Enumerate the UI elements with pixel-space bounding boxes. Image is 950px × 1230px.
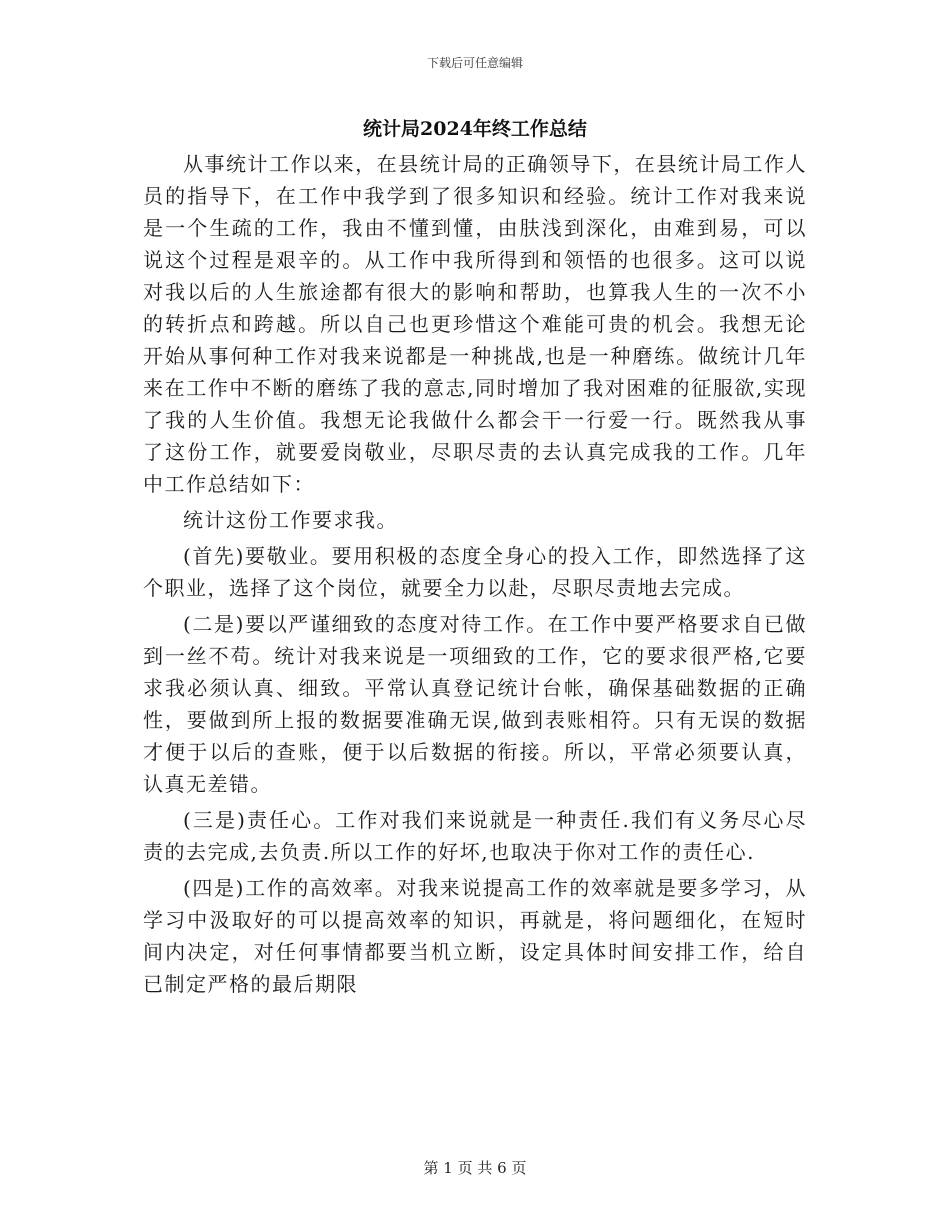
- document-body: [143, 148, 807, 1004]
- paragraph-intro: 从事统计工作以来，在县统计局的正确领导下，在县统计局工作人员的指导下，在工作中我学到了很多知识和经验。统计工作对我来说是一个生疏的工作，我由不懂到懂，由肤浅到深化，由难到易，可以说这个过程是艰辛的。从工作中我所得到和领悟的也很多。这可以说对我以后的人生旅途都有很大的影响和帮助，也算我人生的一次不小的转折点和跨越。所以自己也更珍惜这个难能可贵的机会。我想无论开始从事何种工作对我来说都是一种挑战,也是一种磨练。做统计几年来在工作中不断的磨练了我的意志,同时增加了我对困难的征服欲,实现了我的人生价值。我想无论我做什么都会干一行爱一行。既然我从事了这份工作，就要爱岗敬业，尽职尽责的去认真完成我的工作。几年中工作总结如下：: [143, 152, 807, 496]
- paragraph-third: (三是)责任心。工作对我们来说就是一种责任.我们有义务尽心尽责的去完成,去负责.所以工作的好坏,也取决于你对工作的责任心.: [143, 808, 807, 864]
- paragraph-requirement: 统计这份工作要求我。: [183, 508, 398, 532]
- paragraph-first: (首先)要敬业。要用积极的态度全身心的投入工作，即然选择了这个职业，选择了这个岗位，就要全力以赴，尽职尽责地去完成。: [143, 544, 807, 600]
- page-number: 第 1 页 共 6 页: [423, 1159, 527, 1177]
- header-note: 下载后可任意编辑: [426, 56, 523, 70]
- paragraph-second: (二是)要以严谨细致的态度对待工作。在工作中要严格要求自已做到一丝不苟。统计对我来说是一项细致的工作，它的要求很严格,它要求我必须认真、细致。平常认真登记统计台帐，确保基础数据的正确性，要做到所上报的数据要准确无误,做到表账相符。只有无误的数据才便于以后的查账，便于以后数据的衔接。所以，平常必须要认真，认真无差错。: [143, 612, 807, 796]
- paragraph-fourth: (四是)工作的高效率。对我来说提高工作的效率就是要多学习，从学习中汲取好的可以提高效率的知识，再就是，将问题细化，在短时间内决定，对任何事情都要当机立断，设定具体时间安排工作，给自已制定严格的最后期限: [143, 876, 807, 996]
- document-title: 统计局2024年终工作总结: [363, 118, 587, 140]
